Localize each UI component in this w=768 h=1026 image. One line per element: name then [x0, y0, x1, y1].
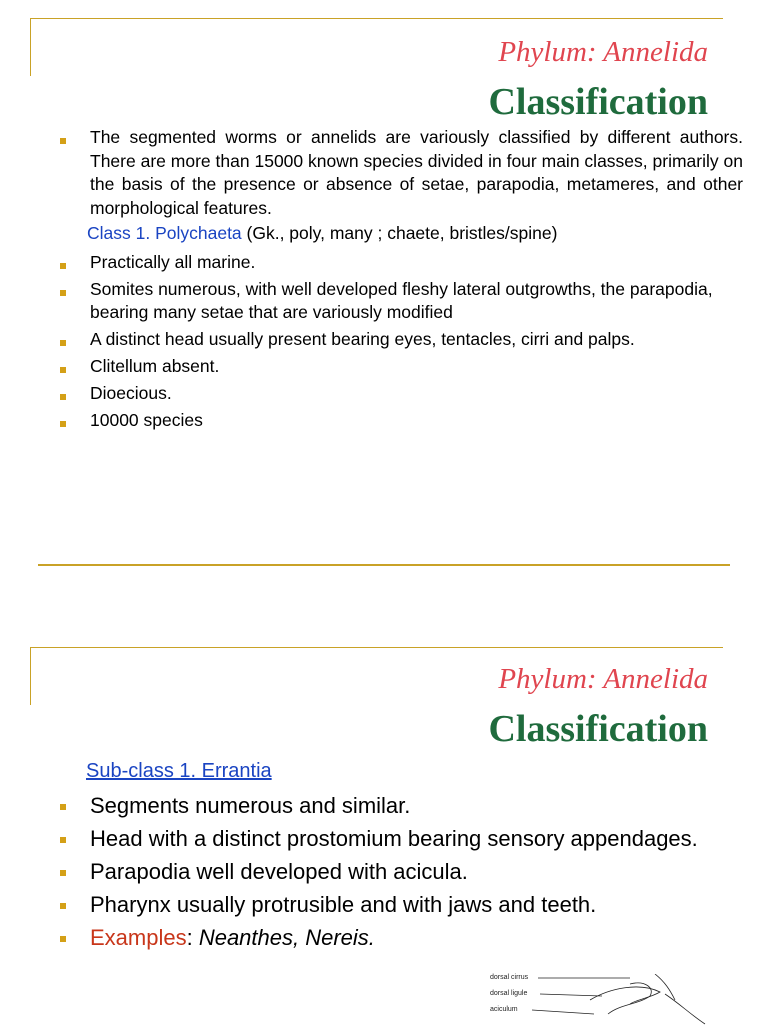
- list-item: [60, 855, 743, 888]
- phylum-title: Phylum: Annelida: [498, 663, 708, 695]
- trait-text: Dioecious.: [90, 383, 172, 403]
- figure-label: dorsal ligule: [490, 990, 528, 997]
- figure-label: aciculum: [490, 1006, 518, 1013]
- list-item: [60, 328, 743, 351]
- bullet-square-icon: [60, 394, 66, 400]
- phylum-title: Phylum: Annelida: [498, 36, 708, 68]
- class-name: Class 1. Polychaeta: [87, 223, 242, 243]
- examples-separator: :: [186, 925, 199, 950]
- frame-top-line: [30, 647, 723, 648]
- subclass-points-list: [60, 789, 743, 954]
- list-item: [60, 888, 743, 921]
- intro-list: [60, 126, 743, 220]
- list-item: [60, 251, 743, 274]
- slide-2: [0, 628, 768, 1024]
- setae-outline: [655, 974, 675, 1000]
- bullet-square-icon: [60, 903, 66, 909]
- traits-list: [60, 251, 743, 436]
- intro-text: The segmented worms or annelids are variously classified by different authors. There are more than 15000 known species divided in four main classes, primarily on the basis of the presence or absence of setae, parapodia, metameres, and other morphological features.: [90, 127, 743, 218]
- trait-text: Practically all marine.: [90, 252, 256, 272]
- parapodium-figure: [490, 974, 730, 1026]
- bullet-square-icon: [60, 367, 66, 373]
- bullet-square-icon: [60, 421, 66, 427]
- classification-heading: Classification: [488, 81, 708, 123]
- ligule-outline: [590, 987, 660, 1004]
- trait-text: 10000 species: [90, 410, 203, 430]
- examples-value: Neanthes, Nereis.: [198, 925, 375, 950]
- trait-text: Somites numerous, with well developed fleshy lateral outgrowths, the parapodia, bearing many setae that are variously modified: [90, 279, 713, 322]
- point-text: Segments numerous and similar.: [90, 793, 411, 818]
- subclass-link[interactable]: Sub-class 1. Errantia: [86, 760, 272, 782]
- examples-label: Examples: [90, 925, 187, 950]
- bullet-square-icon: [60, 837, 66, 843]
- bullet-square-icon: [60, 340, 66, 346]
- classification-heading: Classification: [488, 708, 708, 750]
- point-text: Pharynx usually protrusible and with jaws and teeth.: [90, 892, 597, 917]
- trait-text: Clitellum absent.: [90, 356, 220, 376]
- list-item: [60, 382, 743, 405]
- body-outline: [665, 994, 705, 1024]
- leader-line-aciculum: [532, 1010, 594, 1014]
- list-item: [60, 278, 743, 324]
- frame-top-line: [30, 18, 723, 19]
- list-item: [60, 409, 743, 432]
- bullet-square-icon: [60, 804, 66, 810]
- intro-item: [60, 126, 743, 220]
- list-item: [60, 355, 743, 378]
- class-line: [87, 223, 557, 244]
- figure-label: dorsal cirrus: [490, 974, 529, 981]
- class-etymology: (Gk., poly, many ; chaete, bristles/spine): [241, 223, 558, 243]
- point-text: Parapodia well developed with acicula.: [90, 859, 468, 884]
- frame-left-line: [30, 647, 31, 705]
- parapodium-drawing: [490, 974, 730, 1026]
- bullet-square-icon: [60, 290, 66, 296]
- examples-item: [60, 921, 743, 954]
- slide-divider: [38, 564, 730, 566]
- bullet-square-icon: [60, 263, 66, 269]
- list-item: [60, 822, 743, 855]
- bullet-square-icon: [60, 870, 66, 876]
- trait-text: A distinct head usually present bearing eyes, tentacles, cirri and palps.: [90, 329, 635, 349]
- bullet-square-icon: [60, 936, 66, 942]
- list-item: [60, 789, 743, 822]
- point-text: Head with a distinct prostomium bearing sensory appendages.: [90, 826, 698, 851]
- leader-line-dorsal-ligule: [540, 994, 602, 996]
- bullet-square-icon: [60, 138, 66, 144]
- frame-left-line: [30, 18, 31, 76]
